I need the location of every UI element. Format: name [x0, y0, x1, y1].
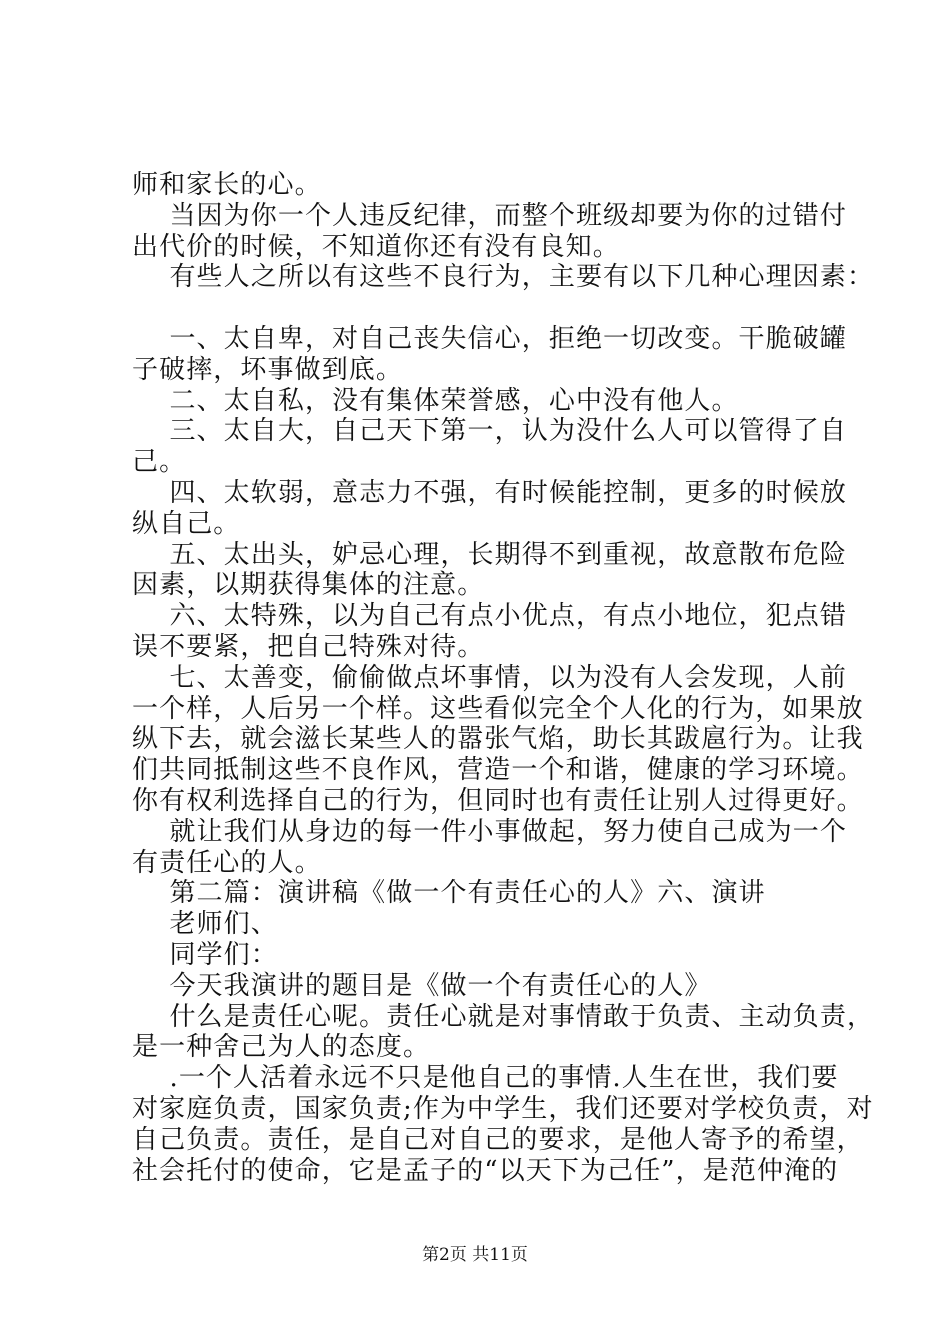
- text-line: 一个样，人后另一个样。这些看似完全个人化的行为，如果放: [132, 693, 864, 724]
- section-heading: 第二篇：演讲稿《做一个有责任心的人》六、演讲: [132, 878, 766, 909]
- text-line: 当因为你一个人违反纪律，而整个班级却要为你的过错付: [132, 200, 847, 231]
- text-line: 三、太自大，自己天下第一，认为没什么人可以管得了自: [132, 416, 847, 447]
- text-line: 四、太软弱，意志力不强，有时候能控制，更多的时候放: [132, 477, 847, 508]
- text-line: 因素，以期获得集体的注意。: [132, 570, 485, 601]
- text-line: 你有权利选择自己的行为，但同时也有责任让别人过得更好。: [132, 785, 864, 816]
- text-line: 六、太特殊，以为自己有点小优点，有点小地位，犯点错: [132, 601, 847, 632]
- text-line: 己。: [132, 447, 187, 478]
- text-line: 就让我们从身边的每一件小事做起，努力使自己成为一个: [132, 816, 847, 847]
- text-line: 出代价的时候，不知道你还有没有良知。: [132, 231, 620, 262]
- text-line: 有责任心的人。: [132, 847, 322, 878]
- text-line: 对家庭负责，国家负责;作为中学生，我们还要对学校负责，对: [132, 1093, 874, 1124]
- text-line: 们共同抵制这些不良作风，营造一个和谐，健康的学习环境。: [132, 755, 864, 786]
- text-line: .一个人活着永远不只是他自己的事情.人生在世，我们要: [132, 1063, 839, 1094]
- text-line: 子破摔，坏事做到底。: [132, 354, 404, 385]
- text-line: 一、太自卑，对自己丧失信心，拒绝一切改变。干脆破罐: [132, 323, 847, 354]
- text-line: 什么是责任心呢。责任心就是对事情敢于负责、主动负责，: [132, 1001, 875, 1032]
- text-line: 今天我演讲的题目是《做一个有责任心的人》: [132, 970, 712, 1001]
- salutation-line: 老师们、: [132, 909, 278, 940]
- text-line: 误不要紧，把自己特殊对待。: [132, 631, 485, 662]
- text-line: 纵下去，就会滋长某些人的嚣张气焰，助长其跋扈行为。让我: [132, 724, 864, 755]
- text-line: 师和家长的心。: [132, 170, 322, 200]
- blank-line: [132, 293, 832, 324]
- text-line: 社会托付的使命，它是孟子的“以天下为己任”，是范仲淹的: [132, 1155, 839, 1186]
- text-line: 自己负责。责任，是自己对自己的要求，是他人寄予的希望，: [132, 1124, 864, 1155]
- text-line: 有些人之所以有这些不良行为，主要有以下几种心理因素：: [132, 262, 875, 293]
- text-line: 五、太出头，妒忌心理，长期得不到重视，故意散布危险: [132, 539, 847, 570]
- page-number-footer: 第2页 共11页: [422, 1245, 528, 1265]
- text-line: 七、太善变，偷偷做点坏事情，以为没有人会发现，人前: [132, 662, 847, 693]
- text-line: 纵自己。: [132, 508, 241, 539]
- text-line: 是一种舍己为人的态度。: [132, 1032, 431, 1063]
- salutation-line: 同学们：: [132, 939, 278, 970]
- text-line: 二、太自私，没有集体荣誉感，心中没有他人。: [132, 385, 739, 416]
- document-body: [132, 170, 875, 1186]
